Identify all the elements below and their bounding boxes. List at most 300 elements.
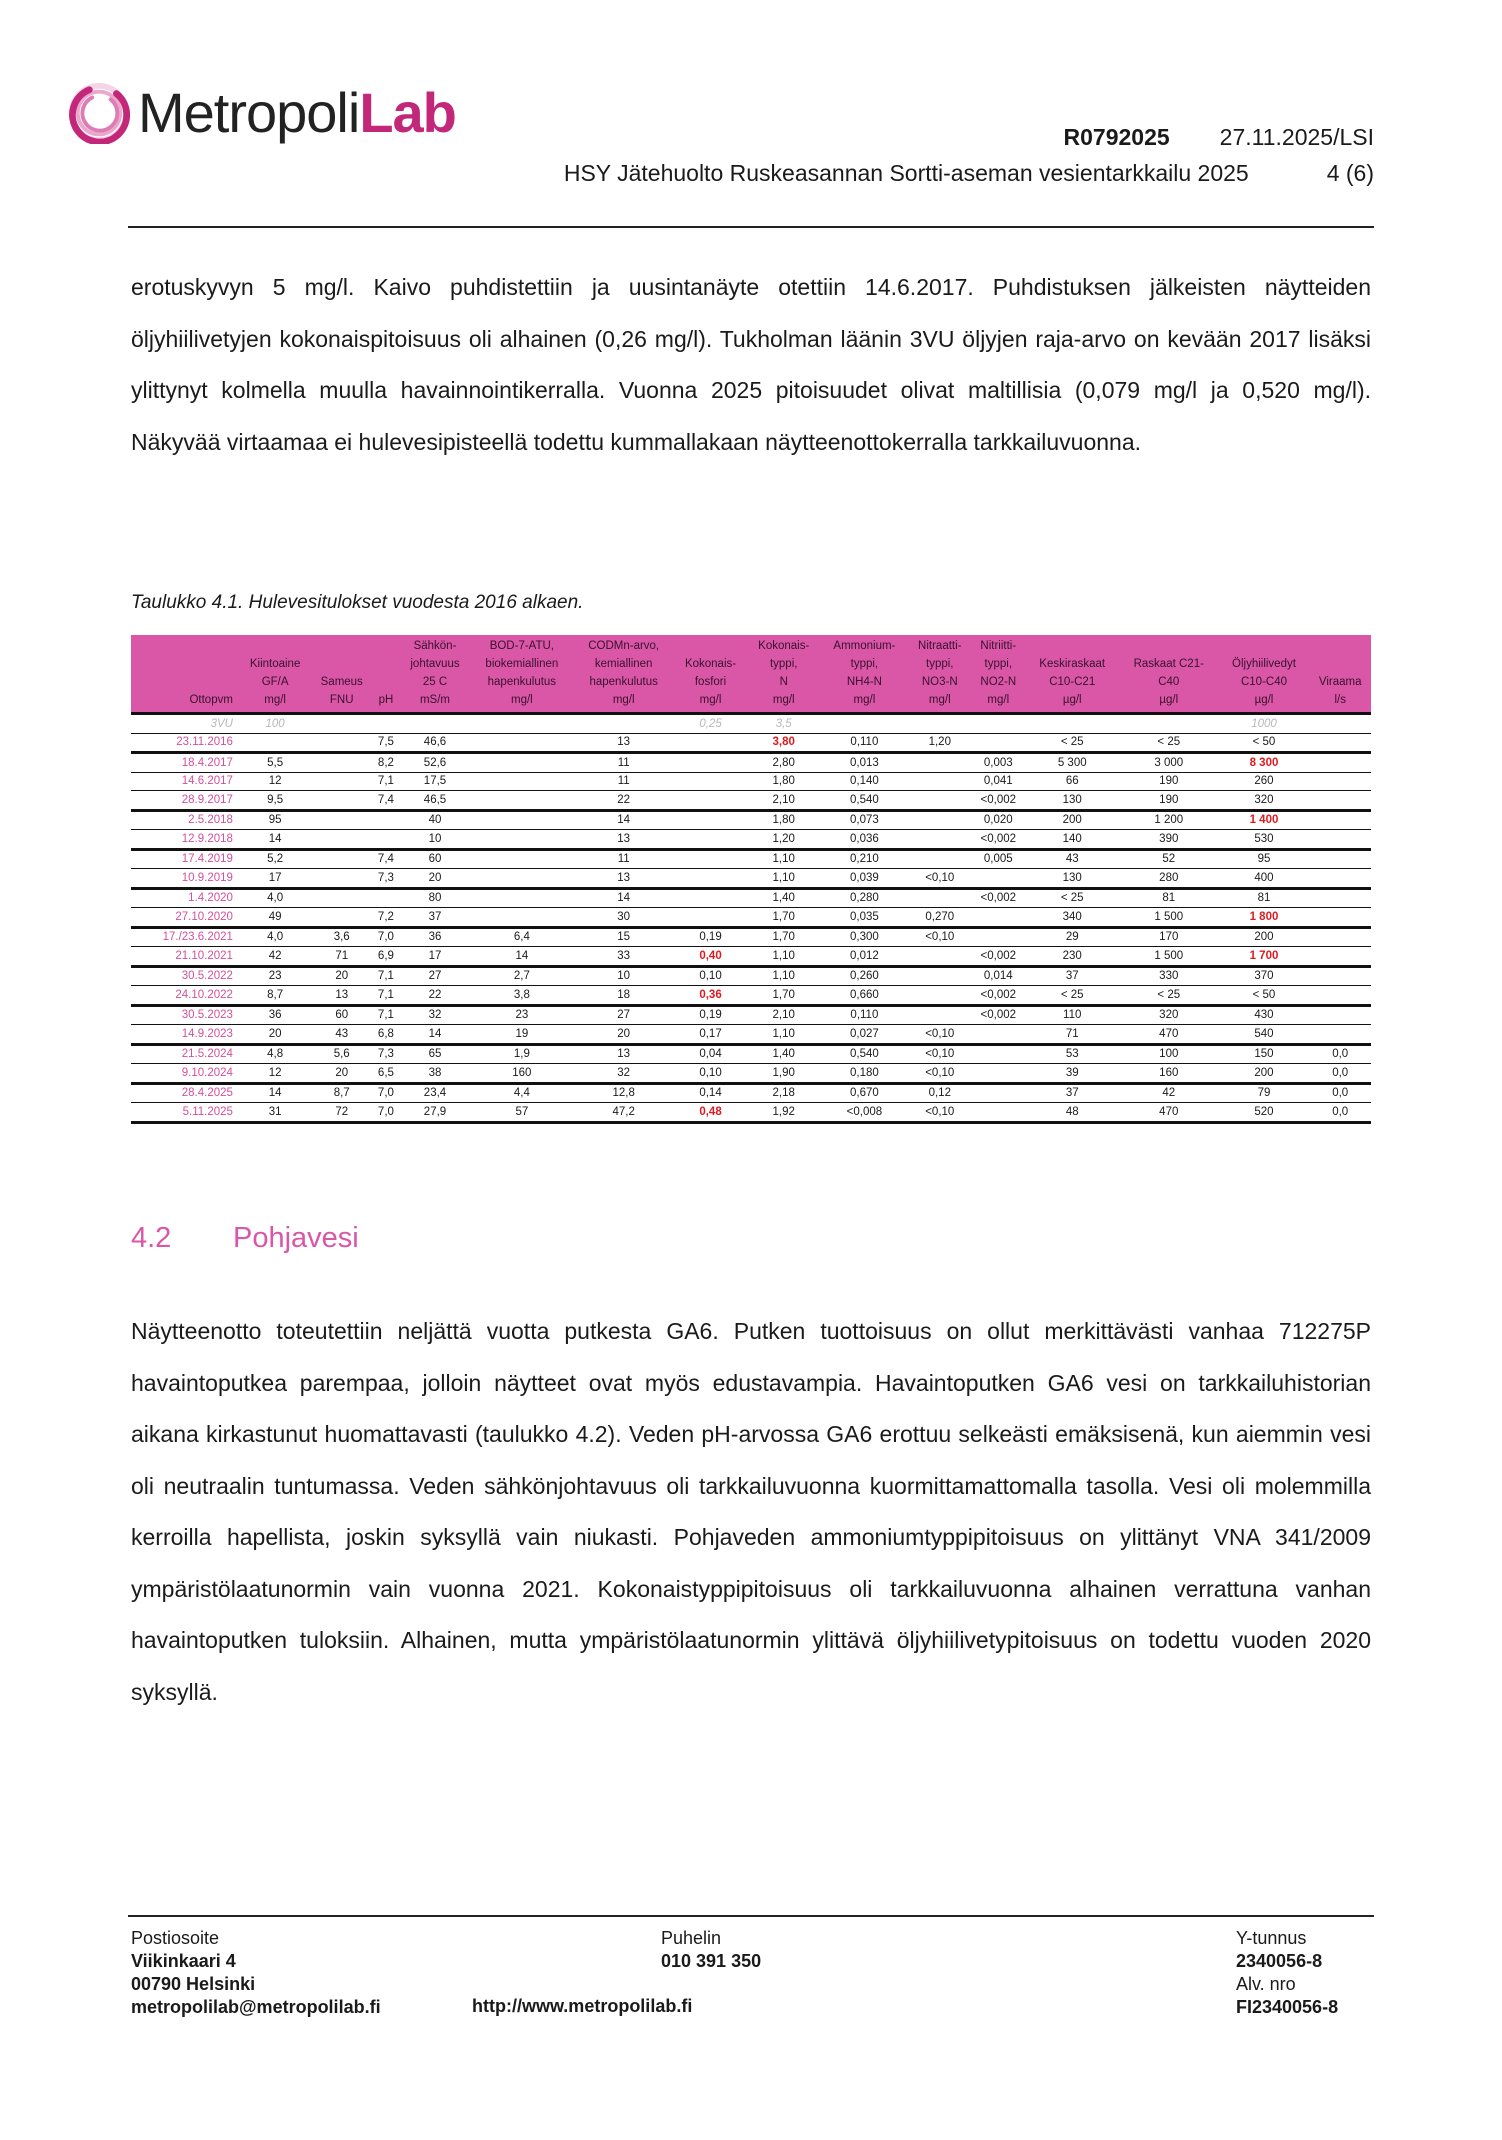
sample-date-cell: 21.5.2024 <box>131 1044 239 1064</box>
table-cell: 7,2 <box>372 908 400 928</box>
table-cell <box>1309 810 1371 830</box>
sample-date-cell: 10.9.2019 <box>131 869 239 889</box>
column-header-line: Kokonais- <box>758 640 810 652</box>
limit-value-row <box>131 714 1371 734</box>
table-cell: 47,2 <box>573 1103 673 1123</box>
table-cell: 7,1 <box>372 966 400 986</box>
table-cell: 7,4 <box>372 849 400 869</box>
column-header-line: kemiallinen <box>594 658 653 670</box>
column-header-line: C40 <box>1158 676 1180 688</box>
table-cell: 60 <box>400 849 471 869</box>
sample-date-cell: 5.11.2025 <box>131 1103 239 1123</box>
table-cell <box>372 830 400 850</box>
column-header-line: Kiintoaine <box>249 658 301 670</box>
column-header-line: BOD-7-ATU, <box>489 640 555 652</box>
logo-wordmark <box>138 81 456 144</box>
limit-cell <box>573 714 673 734</box>
table-cell: 0,012 <box>820 947 908 967</box>
column-header <box>573 635 673 714</box>
table-cell: 0,04 <box>674 1044 747 1064</box>
table-cell: 0,10 <box>674 1064 747 1084</box>
table-cell: 12 <box>239 772 311 791</box>
table-cell: 52 <box>1119 849 1219 869</box>
sample-date-cell: 14.9.2023 <box>131 1025 239 1045</box>
table-cell: 32 <box>573 1064 673 1084</box>
table-cell: 19 <box>470 1025 573 1045</box>
table-cell <box>1309 772 1371 791</box>
table-cell: 13 <box>311 986 372 1006</box>
logo-text-main: Metropoli <box>138 81 360 144</box>
table-cell: 7,3 <box>372 1044 400 1064</box>
table-cell: 81 <box>1119 888 1219 908</box>
table-cell: 0,110 <box>820 733 908 753</box>
table-cell: 1,70 <box>747 908 820 928</box>
table-cell: 71 <box>311 947 372 967</box>
column-header-line: hapenkulutus <box>589 676 658 688</box>
column-header-line: fosfori <box>694 676 727 688</box>
table-cell <box>311 753 372 773</box>
section-number: 4.2 <box>131 1222 172 1254</box>
table-cell: 46,5 <box>400 791 471 811</box>
table-cell: 520 <box>1219 1103 1310 1123</box>
table-cell: 0,19 <box>674 1005 747 1025</box>
column-header-line: mg/l <box>928 694 951 706</box>
limit-cell: 100 <box>239 714 311 734</box>
table-cell: 15 <box>573 927 673 947</box>
table-cell: <0,002 <box>971 986 1025 1006</box>
table-cell: 30 <box>573 908 673 928</box>
column-header-line: johtavuus <box>410 658 460 670</box>
table-cell: 79 <box>1219 1083 1310 1103</box>
stormwater-results-table <box>131 635 1371 1124</box>
table-cell <box>674 772 747 791</box>
table-row <box>131 986 1371 1006</box>
table-cell <box>311 772 372 791</box>
table-row <box>131 1025 1371 1045</box>
table-cell: <0,008 <box>820 1103 908 1123</box>
table-cell: 0,540 <box>820 791 908 811</box>
table-cell <box>372 888 400 908</box>
table-cell: 38 <box>400 1064 471 1084</box>
table-cell: 12,8 <box>573 1083 673 1103</box>
table-cell <box>470 908 573 928</box>
limit-cell <box>470 714 573 734</box>
table-cell <box>971 1025 1025 1045</box>
table-cell: 0,036 <box>820 830 908 850</box>
limit-cell: 3VU <box>131 714 239 734</box>
table-cell: 95 <box>1219 849 1310 869</box>
column-header-line: Kokonais- <box>684 658 737 670</box>
table-cell: 470 <box>1119 1025 1219 1045</box>
table-cell: 20 <box>311 966 372 986</box>
table-cell: 130 <box>1025 869 1118 889</box>
table-cell: 6,8 <box>372 1025 400 1045</box>
sample-date-cell: 1.4.2020 <box>131 888 239 908</box>
column-header-line: CODMn-arvo, <box>588 640 660 652</box>
street-address: Viikinkaari 4 <box>131 1951 236 1971</box>
table-cell: 1,80 <box>747 772 820 791</box>
table-cell: 0,540 <box>820 1044 908 1064</box>
table-cell <box>1309 966 1371 986</box>
table-cell <box>311 791 372 811</box>
table-cell: 340 <box>1025 908 1118 928</box>
table-cell: < 25 <box>1025 888 1118 908</box>
table-cell: < 50 <box>1219 986 1310 1006</box>
table-cell: <0,10 <box>908 1064 971 1084</box>
footer-divider <box>128 1915 1374 1917</box>
table-cell: <0,002 <box>971 888 1025 908</box>
table-cell: 40 <box>400 810 471 830</box>
column-header-line: mg/l <box>510 694 533 706</box>
table-cell: 0,140 <box>820 772 908 791</box>
table-cell <box>470 772 573 791</box>
table-cell <box>971 927 1025 947</box>
sample-date-cell: 27.10.2020 <box>131 908 239 928</box>
table-cell: 10 <box>400 830 471 850</box>
sample-date-cell: 2.5.2018 <box>131 810 239 830</box>
email-link[interactable]: metropolilab@metropolilab.fi <box>131 1997 381 2017</box>
limit-cell <box>311 714 372 734</box>
table-row <box>131 908 1371 928</box>
document-title: HSY Jätehuolto Ruskeasannan Sortti-aseman vesientarkkailu 2025 <box>563 160 1249 186</box>
column-header-line: biokemiallinen <box>485 658 559 670</box>
table-cell <box>470 810 573 830</box>
sample-date-cell: 23.11.2016 <box>131 733 239 753</box>
table-cell: 1,92 <box>747 1103 820 1123</box>
table-cell: 65 <box>400 1044 471 1064</box>
table-row <box>131 927 1371 947</box>
table-cell: 42 <box>239 947 311 967</box>
table-cell <box>908 1005 971 1025</box>
table-cell: 200 <box>1219 1064 1310 1084</box>
table-cell: 27 <box>573 1005 673 1025</box>
table-cell: 17 <box>239 869 311 889</box>
table-cell: 1 200 <box>1119 810 1219 830</box>
table-cell: 160 <box>470 1064 573 1084</box>
table-cell: 200 <box>1219 927 1310 947</box>
limit-cell <box>372 714 400 734</box>
table-cell: 13 <box>573 869 673 889</box>
table-cell <box>372 810 400 830</box>
table-cell <box>908 830 971 850</box>
table-cell <box>674 810 747 830</box>
table-cell: 20 <box>573 1025 673 1045</box>
table-cell: 81 <box>1219 888 1310 908</box>
limit-cell <box>1025 714 1118 734</box>
column-header-line: mg/l <box>772 694 795 706</box>
limit-cell <box>400 714 471 734</box>
limit-cell: 0,25 <box>674 714 747 734</box>
table-cell: 1 400 <box>1219 810 1310 830</box>
table-cell <box>674 869 747 889</box>
table-cell <box>674 733 747 753</box>
table-cell: 7,1 <box>372 986 400 1006</box>
limit-cell <box>820 714 908 734</box>
limit-cell <box>1119 714 1219 734</box>
vat-label: Alv. nro <box>1236 1974 1296 1994</box>
table-cell <box>311 830 372 850</box>
column-header-line: mS/m <box>419 694 450 706</box>
column-header <box>1025 635 1118 714</box>
column-header-line: mg/l <box>264 694 286 706</box>
table-cell: 390 <box>1119 830 1219 850</box>
table-cell: 8 300 <box>1219 753 1310 773</box>
table-cell: < 25 <box>1025 733 1118 753</box>
table-cell: 1,80 <box>747 810 820 830</box>
table-cell: 29 <box>1025 927 1118 947</box>
table-cell: 5 300 <box>1025 753 1118 773</box>
table-cell: 72 <box>311 1103 372 1123</box>
table-cell <box>470 791 573 811</box>
table-cell: 12 <box>239 1064 311 1084</box>
column-header-line: GF/A <box>261 676 289 688</box>
table-cell <box>311 888 372 908</box>
table-cell: 1 800 <box>1219 908 1310 928</box>
table-cell: 540 <box>1219 1025 1310 1045</box>
table-cell: 530 <box>1219 830 1310 850</box>
table-cell: 14 <box>573 888 673 908</box>
table-cell: 14 <box>400 1025 471 1045</box>
table-cell: 170 <box>1119 927 1219 947</box>
table-cell: 0,280 <box>820 888 908 908</box>
table-cell: 4,0 <box>239 888 311 908</box>
table-cell <box>1309 849 1371 869</box>
table-cell: <0,10 <box>908 1044 971 1064</box>
table-cell: 1,10 <box>747 947 820 967</box>
table-cell <box>908 947 971 967</box>
table-cell: 200 <box>1025 810 1118 830</box>
footer-address <box>131 1927 381 2019</box>
table-cell <box>674 830 747 850</box>
table-cell: 0,36 <box>674 986 747 1006</box>
table-cell: 7,1 <box>372 1005 400 1025</box>
column-header <box>311 635 372 714</box>
table-cell: 130 <box>1025 791 1118 811</box>
limit-cell <box>971 714 1025 734</box>
table-cell: 7,3 <box>372 869 400 889</box>
table-cell: 13 <box>573 830 673 850</box>
column-header-line: Ottopvm <box>189 694 233 706</box>
table-cell: <0,10 <box>908 1103 971 1123</box>
table-cell: 1 500 <box>1119 908 1219 928</box>
logo-text-accent: Lab <box>359 81 456 144</box>
table-cell <box>470 849 573 869</box>
table-cell: 27,9 <box>400 1103 471 1123</box>
column-header-line: mg/l <box>853 694 876 706</box>
table-cell <box>239 733 311 753</box>
table-cell: < 50 <box>1219 733 1310 753</box>
table-cell <box>1309 888 1371 908</box>
table-cell <box>971 733 1025 753</box>
footer-business-ids <box>1236 1927 1338 2019</box>
table-cell: 320 <box>1119 1005 1219 1025</box>
table-cell: 7,4 <box>372 791 400 811</box>
table-cell: 1 700 <box>1219 947 1310 967</box>
table-cell: 0,005 <box>971 849 1025 869</box>
table-cell: 80 <box>400 888 471 908</box>
table-cell <box>971 1044 1025 1064</box>
table-cell: <0,002 <box>971 830 1025 850</box>
table-cell <box>908 753 971 773</box>
business-id-label: Y-tunnus <box>1236 1928 1307 1948</box>
table-cell: 11 <box>573 772 673 791</box>
table-cell: 22 <box>400 986 471 1006</box>
table-cell: 230 <box>1025 947 1118 967</box>
table-cell: 14 <box>239 1083 311 1103</box>
sample-date-cell: 18.4.2017 <box>131 753 239 773</box>
table-cell: 2,7 <box>470 966 573 986</box>
table-cell <box>1309 908 1371 928</box>
table-cell: 0,260 <box>820 966 908 986</box>
table-row <box>131 791 1371 811</box>
table-cell <box>971 1064 1025 1084</box>
table-cell: 3,8 <box>470 986 573 1006</box>
table-cell: 1,10 <box>747 849 820 869</box>
table-cell: 42 <box>1119 1083 1219 1103</box>
column-header-line: NO3-N <box>921 676 958 688</box>
column-header <box>400 635 471 714</box>
table-cell: 7,0 <box>372 1083 400 1103</box>
column-header-line: typpi, <box>926 658 954 670</box>
table-cell <box>908 849 971 869</box>
column-header-line: NO2-N <box>980 676 1017 688</box>
table-cell: 11 <box>573 753 673 773</box>
table-body <box>131 714 1371 1123</box>
table-cell: 23 <box>239 966 311 986</box>
table-row <box>131 733 1371 753</box>
table-cell: 39 <box>1025 1064 1118 1084</box>
table-cell: 110 <box>1025 1005 1118 1025</box>
table-cell <box>1309 1005 1371 1025</box>
table-cell <box>1309 869 1371 889</box>
table-cell: 46,6 <box>400 733 471 753</box>
table-cell: 140 <box>1025 830 1118 850</box>
table-row <box>131 849 1371 869</box>
table-cell: 1,9 <box>470 1044 573 1064</box>
sample-date-cell: 12.9.2018 <box>131 830 239 850</box>
table-cell: 6,4 <box>470 927 573 947</box>
table-cell: 7,1 <box>372 772 400 791</box>
table-cell: 7,5 <box>372 733 400 753</box>
table-row <box>131 966 1371 986</box>
limit-cell: 1000 <box>1219 714 1310 734</box>
table-cell: 7,0 <box>372 927 400 947</box>
table-cell <box>908 791 971 811</box>
column-header-line: Sameus <box>320 676 363 688</box>
column-header-line: FNU <box>329 694 354 706</box>
table-row <box>131 830 1371 850</box>
table-cell: 1,40 <box>747 1044 820 1064</box>
table-cell: 18 <box>573 986 673 1006</box>
sample-date-cell: 9.10.2024 <box>131 1064 239 1084</box>
table-cell: 8,2 <box>372 753 400 773</box>
table-cell: 3,6 <box>311 927 372 947</box>
table-cell: 1,90 <box>747 1064 820 1084</box>
section-title: Pohjavesi <box>233 1222 359 1254</box>
table-cell: 1,10 <box>747 869 820 889</box>
table-cell: 0,19 <box>674 927 747 947</box>
column-header-line: NH4-N <box>846 676 882 688</box>
header-title-line <box>564 160 1374 187</box>
table-cell: 2,80 <box>747 753 820 773</box>
table-cell: 1,10 <box>747 1025 820 1045</box>
sample-date-cell: 24.10.2022 <box>131 986 239 1006</box>
table-cell: 0,17 <box>674 1025 747 1045</box>
table-cell: 2,10 <box>747 1005 820 1025</box>
table-cell: 4,8 <box>239 1044 311 1064</box>
table-cell: 22 <box>573 791 673 811</box>
table-cell: <0,002 <box>971 791 1025 811</box>
table-cell: < 25 <box>1119 733 1219 753</box>
table-cell <box>470 753 573 773</box>
table-cell: 0,300 <box>820 927 908 947</box>
table-cell: 57 <box>470 1103 573 1123</box>
table-cell: 13 <box>573 733 673 753</box>
intro-paragraph: erotuskyvyn 5 mg/l. Kaivo puhdistettiin ja uusintanäyte otettiin 14.6.2017. Puhdistuksen jälkeisten näytteiden öljyhiilivetyjen kokonaispitoisuus oli alhainen (0,26 mg/l). Tukholman läänin 3VU öljyjen raja-arvo on kevään 2017 lisäksi ylittynyt kolmella muulla havainnointikerralla. Vuonna 2025 pitoisuudet olivat maltillisia (0,079 mg/l ja 0,520 mg/l). Näkyvää virtaamaa ei hulevesipisteellä todettu kummallakaan näytteenottokerralla tarkkailuvuonna. <box>131 274 1371 455</box>
sample-date-cell: 28.4.2025 <box>131 1083 239 1103</box>
table-cell: 37 <box>1025 966 1118 986</box>
vat-number: FI2340056-8 <box>1236 1997 1339 2017</box>
table-cell: 20 <box>400 869 471 889</box>
column-header <box>908 635 971 714</box>
section-paragraph: Näytteenotto toteutettiin neljättä vuotta putkesta GA6. Putken tuottoisuus on ollut merkittävästi vanhaa 712275P havaintoputkea parempaa, jolloin näytteet ovat myös edustavampia. Havaintoputken GA6 vesi on tarkkailuhistorian aikana kirkastunut huomattavasti (taulukko 4.2). Veden pH-arvossa GA6 erottuu selkeästi emäksisenä, kun aiemmin vesi oli neutraalin tuntumassa. Veden sähkönjohtavuus oli tarkkailuvuonna kuormittamattomalla tasolla. Vesi oli molemmilla kerroilla hapellista, joskin syksyllä vain niukasti. Pohjaveden ammoniumtyppipitoisuus on ylittänyt VNA 341/2009 ympäristölaatunormin vain vuonna 2021. Kokonaistyppipitoisuus oli tarkkailuvuonna alhainen verrattuna vanhan havaintoputken tuloksiin. Alhainen, mutta ympäristölaatunormin ylittävä öljyhiilivetypitoisuus on todettu vuoden 2020 syksyllä. <box>131 1318 1371 1705</box>
column-header <box>372 635 400 714</box>
table-cell <box>470 733 573 753</box>
table-cell: 0,660 <box>820 986 908 1006</box>
column-header <box>131 635 239 714</box>
table-cell <box>1309 927 1371 947</box>
table-cell: 37 <box>400 908 471 928</box>
column-header-line: N <box>779 676 788 688</box>
table-cell: 0,003 <box>971 753 1025 773</box>
table-cell: 11 <box>573 849 673 869</box>
table-cell: 3,80 <box>747 733 820 753</box>
postal-city: 00790 Helsinki <box>131 1974 256 1994</box>
column-header <box>239 635 311 714</box>
table-cell: <0,10 <box>908 869 971 889</box>
header-reference-line <box>1064 124 1374 151</box>
column-header-line: C10-C40 <box>1240 676 1287 688</box>
table-cell <box>674 791 747 811</box>
table-row <box>131 753 1371 773</box>
column-header <box>470 635 573 714</box>
table-cell <box>470 869 573 889</box>
table-cell: 100 <box>1119 1044 1219 1064</box>
table-cell: 0,40 <box>674 947 747 967</box>
table-cell: 37 <box>1025 1083 1118 1103</box>
column-header-line: mg/l <box>699 694 722 706</box>
table-cell: 48 <box>1025 1103 1118 1123</box>
table-cell: 3 000 <box>1119 753 1219 773</box>
table-cell: 17 <box>400 947 471 967</box>
table-cell <box>908 966 971 986</box>
table-cell: 33 <box>573 947 673 967</box>
table-cell: 31 <box>239 1103 311 1123</box>
column-header-line: Nitriitti- <box>980 640 1017 652</box>
table-cell: 36 <box>239 1005 311 1025</box>
table-cell: 190 <box>1119 791 1219 811</box>
table-cell <box>1309 753 1371 773</box>
table-cell: 9,5 <box>239 791 311 811</box>
column-header-line: typpi, <box>984 658 1013 670</box>
table-cell: 53 <box>1025 1044 1118 1064</box>
table-cell: 43 <box>311 1025 372 1045</box>
table-cell: 0,10 <box>674 966 747 986</box>
table-cell <box>311 810 372 830</box>
website-link[interactable]: http://www.metropolilab.fi <box>472 1996 693 2016</box>
column-header-line: pH <box>378 694 394 706</box>
table-cell <box>908 888 971 908</box>
